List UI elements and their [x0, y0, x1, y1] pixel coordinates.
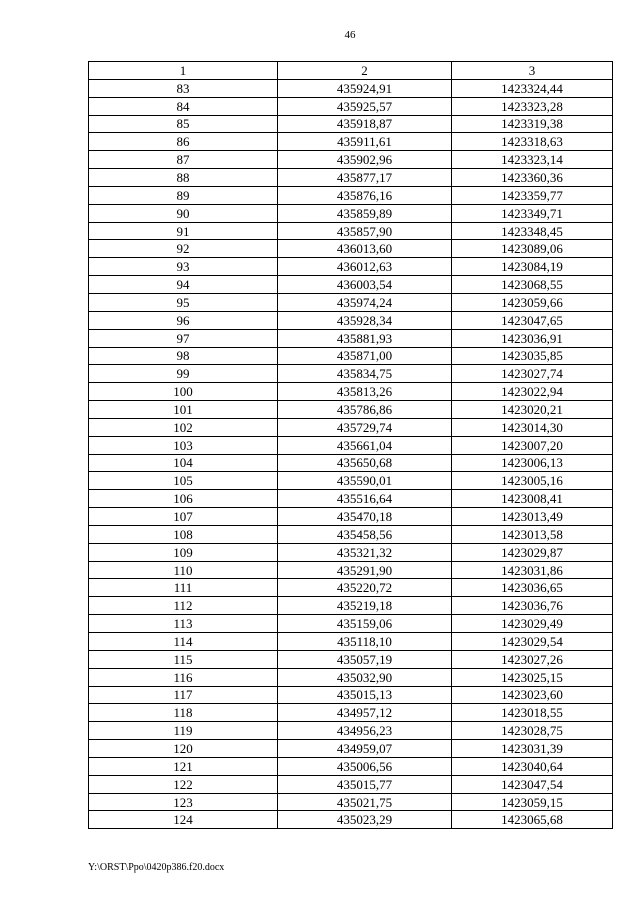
point-number-cell: 106: [89, 490, 278, 508]
point-number-cell: 119: [89, 722, 278, 740]
y-coordinate-cell: 1423013,58: [452, 525, 613, 543]
table-row: [89, 133, 613, 151]
y-coordinate-cell: 1423065,68: [452, 811, 613, 829]
table-row: [89, 204, 613, 222]
y-coordinate-cell: 1423036,76: [452, 597, 613, 615]
point-number-cell: 88: [89, 169, 278, 187]
x-coordinate-cell: 435590,01: [278, 472, 452, 490]
table-row: [89, 454, 613, 472]
point-number-cell: 124: [89, 811, 278, 829]
x-coordinate-cell: 435015,13: [278, 686, 452, 704]
point-number-cell: 101: [89, 401, 278, 419]
table-row: [89, 186, 613, 204]
x-coordinate-cell: 435021,75: [278, 793, 452, 811]
table-row: [89, 329, 613, 347]
y-coordinate-cell: 1423318,63: [452, 133, 613, 151]
y-coordinate-cell: 1423018,55: [452, 704, 613, 722]
column-header-2: 2: [278, 62, 452, 80]
y-coordinate-cell: 1423323,14: [452, 151, 613, 169]
table-row: [89, 472, 613, 490]
column-header-3: 3: [452, 62, 613, 80]
point-number-cell: 115: [89, 650, 278, 668]
x-coordinate-cell: 435924,91: [278, 79, 452, 97]
table-row: [89, 543, 613, 561]
point-number-cell: 84: [89, 97, 278, 115]
y-coordinate-cell: 1423059,15: [452, 793, 613, 811]
y-coordinate-cell: 1423025,15: [452, 668, 613, 686]
table-row: [89, 258, 613, 276]
x-coordinate-cell: 435470,18: [278, 508, 452, 526]
point-number-cell: 90: [89, 204, 278, 222]
point-number-cell: 110: [89, 561, 278, 579]
x-coordinate-cell: 435911,61: [278, 133, 452, 151]
table-row: [89, 490, 613, 508]
point-number-cell: 91: [89, 222, 278, 240]
x-coordinate-cell: 435813,26: [278, 383, 452, 401]
y-coordinate-cell: 1423084,19: [452, 258, 613, 276]
x-coordinate-cell: 435729,74: [278, 418, 452, 436]
x-coordinate-cell: 435159,06: [278, 615, 452, 633]
point-number-cell: 100: [89, 383, 278, 401]
x-coordinate-cell: 435876,16: [278, 186, 452, 204]
point-number-cell: 96: [89, 311, 278, 329]
x-coordinate-cell: 436003,54: [278, 276, 452, 294]
y-coordinate-cell: 1423323,28: [452, 97, 613, 115]
table-row: [89, 311, 613, 329]
table-row: [89, 561, 613, 579]
y-coordinate-cell: 1423027,74: [452, 365, 613, 383]
table-row: [89, 383, 613, 401]
table-row: [89, 668, 613, 686]
table-row: [89, 115, 613, 133]
table-row: [89, 347, 613, 365]
page-number: 46: [344, 29, 356, 41]
x-coordinate-cell: 435786,86: [278, 401, 452, 419]
table-row: [89, 722, 613, 740]
x-coordinate-cell: 435928,34: [278, 311, 452, 329]
point-number-cell: 122: [89, 775, 278, 793]
y-coordinate-cell: 1423324,44: [452, 79, 613, 97]
y-coordinate-cell: 1423006,13: [452, 454, 613, 472]
x-coordinate-cell: 435918,87: [278, 115, 452, 133]
point-number-cell: 111: [89, 579, 278, 597]
y-coordinate-cell: 1423031,39: [452, 740, 613, 758]
point-number-cell: 87: [89, 151, 278, 169]
point-number-cell: 98: [89, 347, 278, 365]
point-number-cell: 123: [89, 793, 278, 811]
y-coordinate-cell: 1423007,20: [452, 436, 613, 454]
point-number-cell: 85: [89, 115, 278, 133]
x-coordinate-cell: 435219,18: [278, 597, 452, 615]
point-number-cell: 117: [89, 686, 278, 704]
table-row: [89, 525, 613, 543]
x-coordinate-cell: 435006,56: [278, 757, 452, 775]
table-row: [89, 757, 613, 775]
y-coordinate-cell: 1423029,49: [452, 615, 613, 633]
table-row: [89, 418, 613, 436]
table-row: [89, 151, 613, 169]
point-number-cell: 95: [89, 293, 278, 311]
point-number-cell: 92: [89, 240, 278, 258]
table-row: [89, 97, 613, 115]
y-coordinate-cell: 1423036,91: [452, 329, 613, 347]
footer-file-path: Y:\ORST\Ppo\0420p386.f20.docx: [88, 862, 225, 873]
y-coordinate-cell: 1423348,45: [452, 222, 613, 240]
x-coordinate-cell: 435859,89: [278, 204, 452, 222]
column-header-1: 1: [89, 62, 278, 80]
y-coordinate-cell: 1423029,87: [452, 543, 613, 561]
point-number-cell: 114: [89, 633, 278, 651]
point-number-cell: 116: [89, 668, 278, 686]
y-coordinate-cell: 1423319,38: [452, 115, 613, 133]
y-coordinate-cell: 1423047,65: [452, 311, 613, 329]
table-header-row: [89, 62, 613, 80]
table-row: [89, 293, 613, 311]
x-coordinate-cell: 435291,90: [278, 561, 452, 579]
y-coordinate-cell: 1423027,26: [452, 650, 613, 668]
point-number-cell: 107: [89, 508, 278, 526]
table-row: [89, 508, 613, 526]
y-coordinate-cell: 1423068,55: [452, 276, 613, 294]
x-coordinate-cell: 435881,93: [278, 329, 452, 347]
y-coordinate-cell: 1423013,49: [452, 508, 613, 526]
table-row: [89, 775, 613, 793]
table-row: [89, 650, 613, 668]
x-coordinate-cell: 435032,90: [278, 668, 452, 686]
x-coordinate-cell: 436013,60: [278, 240, 452, 258]
point-number-cell: 121: [89, 757, 278, 775]
point-number-cell: 113: [89, 615, 278, 633]
x-coordinate-cell: 435516,64: [278, 490, 452, 508]
x-coordinate-cell: 435321,32: [278, 543, 452, 561]
point-number-cell: 109: [89, 543, 278, 561]
point-number-cell: 93: [89, 258, 278, 276]
point-number-cell: 104: [89, 454, 278, 472]
y-coordinate-cell: 1423031,86: [452, 561, 613, 579]
table-row: [89, 633, 613, 651]
x-coordinate-cell: 435834,75: [278, 365, 452, 383]
x-coordinate-cell: 435458,56: [278, 525, 452, 543]
table-row: [89, 579, 613, 597]
point-number-cell: 99: [89, 365, 278, 383]
y-coordinate-cell: 1423036,65: [452, 579, 613, 597]
table-row: [89, 740, 613, 758]
table-row: [89, 686, 613, 704]
x-coordinate-cell: 435661,04: [278, 436, 452, 454]
x-coordinate-cell: 434957,12: [278, 704, 452, 722]
table-row: [89, 276, 613, 294]
x-coordinate-cell: 435871,00: [278, 347, 452, 365]
table-row: [89, 436, 613, 454]
x-coordinate-cell: 435902,96: [278, 151, 452, 169]
table-row: [89, 811, 613, 829]
table-row: [89, 615, 613, 633]
y-coordinate-cell: 1423028,75: [452, 722, 613, 740]
y-coordinate-cell: 1423014,30: [452, 418, 613, 436]
x-coordinate-cell: 435877,17: [278, 169, 452, 187]
coordinates-table: [88, 61, 613, 829]
table-row: [89, 597, 613, 615]
point-number-cell: 112: [89, 597, 278, 615]
point-number-cell: 89: [89, 186, 278, 204]
x-coordinate-cell: 435023,29: [278, 811, 452, 829]
y-coordinate-cell: 1423360,36: [452, 169, 613, 187]
y-coordinate-cell: 1423005,16: [452, 472, 613, 490]
y-coordinate-cell: 1423349,71: [452, 204, 613, 222]
y-coordinate-cell: 1423035,85: [452, 347, 613, 365]
x-coordinate-cell: 434956,23: [278, 722, 452, 740]
table-row: [89, 704, 613, 722]
x-coordinate-cell: 435857,90: [278, 222, 452, 240]
table-row: [89, 365, 613, 383]
point-number-cell: 103: [89, 436, 278, 454]
point-number-cell: 118: [89, 704, 278, 722]
x-coordinate-cell: 434959,07: [278, 740, 452, 758]
x-coordinate-cell: 435650,68: [278, 454, 452, 472]
point-number-cell: 94: [89, 276, 278, 294]
y-coordinate-cell: 1423047,54: [452, 775, 613, 793]
x-coordinate-cell: 435118,10: [278, 633, 452, 651]
table-row: [89, 793, 613, 811]
y-coordinate-cell: 1423022,94: [452, 383, 613, 401]
table-row: [89, 240, 613, 258]
point-number-cell: 83: [89, 79, 278, 97]
y-coordinate-cell: 1423359,77: [452, 186, 613, 204]
y-coordinate-cell: 1423029,54: [452, 633, 613, 651]
table-row: [89, 79, 613, 97]
x-coordinate-cell: 435057,19: [278, 650, 452, 668]
point-number-cell: 105: [89, 472, 278, 490]
point-number-cell: 86: [89, 133, 278, 151]
x-coordinate-cell: 435974,24: [278, 293, 452, 311]
y-coordinate-cell: 1423023,60: [452, 686, 613, 704]
point-number-cell: 102: [89, 418, 278, 436]
x-coordinate-cell: 435925,57: [278, 97, 452, 115]
table-row: [89, 222, 613, 240]
point-number-cell: 97: [89, 329, 278, 347]
table-row: [89, 169, 613, 187]
x-coordinate-cell: 435220,72: [278, 579, 452, 597]
table-body: [89, 79, 613, 828]
y-coordinate-cell: 1423020,21: [452, 401, 613, 419]
x-coordinate-cell: 436012,63: [278, 258, 452, 276]
x-coordinate-cell: 435015,77: [278, 775, 452, 793]
table-row: [89, 401, 613, 419]
point-number-cell: 120: [89, 740, 278, 758]
y-coordinate-cell: 1423040,64: [452, 757, 613, 775]
y-coordinate-cell: 1423008,41: [452, 490, 613, 508]
point-number-cell: 108: [89, 525, 278, 543]
y-coordinate-cell: 1423089,06: [452, 240, 613, 258]
y-coordinate-cell: 1423059,66: [452, 293, 613, 311]
